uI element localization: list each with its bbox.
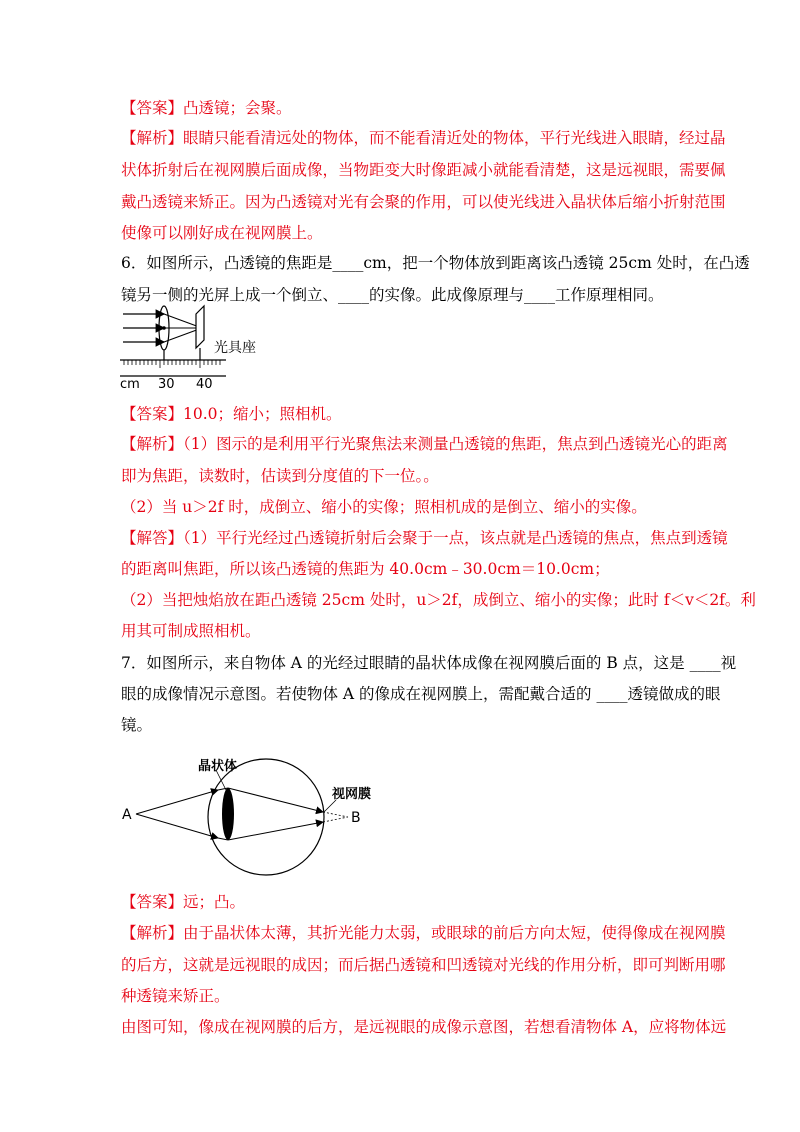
q6-solution-line-3: （2）当把烛焰放在距凸透镜 25cm 处时，u＞2f，成倒立、缩小的实像；此时 f＜v＜2f。利 — [121, 591, 756, 609]
q6-optical-bench-figure — [118, 304, 288, 392]
q7-eye-diagram — [118, 752, 378, 882]
crystalline-lens — [222, 788, 234, 840]
q7-question-line-3: 镜。 — [121, 716, 153, 734]
bench-label: 光具座 — [214, 340, 256, 356]
q6-answer: 【答案】10.0；缩小；照相机。 — [121, 405, 342, 423]
q5-analysis-line-1: 【解析】眼睛只能看清远处的物体，而不能看清近处的物体，平行光线进入眼睛，经过晶 — [121, 129, 726, 147]
q6-analysis-line-3: （2）当 u＞2f 时，成倒立、缩小的实像；照相机成的是倒立、缩小的实像。 — [121, 498, 647, 516]
ray-upper-in — [136, 790, 218, 814]
q6-question-line-1: 6．如图所示，凸透镜的焦距是____cm，把一个物体放到距离该凸透镜 25cm 处时，在凸透 — [121, 254, 750, 272]
lens-label: 晶状体 — [198, 759, 238, 774]
q5-analysis-line-2: 状体折射后在视网膜后面成像，当物距变大时像距减小就能看清楚，这是远视眼，需要佩 — [121, 161, 726, 179]
tick-label-40: 40 — [196, 377, 213, 392]
q7-analysis-line-2: 的后方，这就是远视眼的成因；而后据凸透镜和凹透镜对光线的作用分析，即可判断用哪 — [121, 956, 726, 974]
retina-label: 视网膜 — [332, 787, 372, 802]
q6-solution-line-4: 用其可制成照相机。 — [121, 622, 261, 640]
q6-question-line-2: 镜另一侧的光屏上成一个倒立、____的实像。此成像原理与____工作原理相同。 — [121, 286, 664, 304]
q6-analysis-line-2: 即为焦距，读数时，估读到分度值的下一位。。 — [121, 467, 439, 485]
q6-solution-line-2: 的距离叫焦距，所以该凸透镜的焦距为 40.0cm﹣30.0cm＝10.0cm； — [121, 560, 610, 578]
q7-analysis-line-3: 种透镜来矫正。 — [121, 987, 230, 1005]
unit-label: cm — [120, 377, 140, 392]
point-a-label: A — [122, 807, 132, 823]
q7-question-line-1: 7．如图所示，来自物体 A 的光经过眼睛的晶状体成像在视网膜后面的 B 点，这是 ____视 — [121, 654, 737, 672]
q6-analysis-line-1: 【解析】（1）图示的是利用平行光聚焦法来测量凸透镜的焦距，焦点到凸透镜光心的距离 — [121, 435, 728, 453]
q7-analysis-line-1: 【解析】由于晶状体太薄，其折光能力太弱，或眼球的前后方向太短，使得像成在视网膜 — [121, 924, 726, 942]
q7-answer: 【答案】远；凸。 — [121, 893, 246, 911]
tick-label-30: 30 — [158, 377, 175, 392]
screen — [196, 306, 204, 348]
q7-question-line-2: 眼的成像情况示意图。若使物体 A 的像成在视网膜上，需配戴合适的 ____透镜做成的眼 — [121, 685, 721, 703]
q5-analysis-line-3: 戴凸透镜来矫正。因为凸透镜对光有会聚的作用，可以使光线进入晶状体后缩小折射范围 — [121, 193, 726, 211]
point-b-label: B — [351, 810, 361, 826]
q5-analysis-line-4: 使像可以刚好成在视网膜上。 — [121, 224, 323, 242]
q5-answer: 【答案】凸透镜；会聚。 — [121, 99, 292, 117]
q6-solution-line-1: 【解答】（1）平行光经过凸透镜折射后会聚于一点，该点就是凸透镜的焦点，焦点到透镜 — [121, 529, 728, 547]
ray-lower-in — [136, 814, 218, 838]
q7-conclusion: 由图可知，像成在视网膜的后方，是远视眼的成像示意图，若想看清物体 A，应将物体远 — [121, 1018, 727, 1036]
